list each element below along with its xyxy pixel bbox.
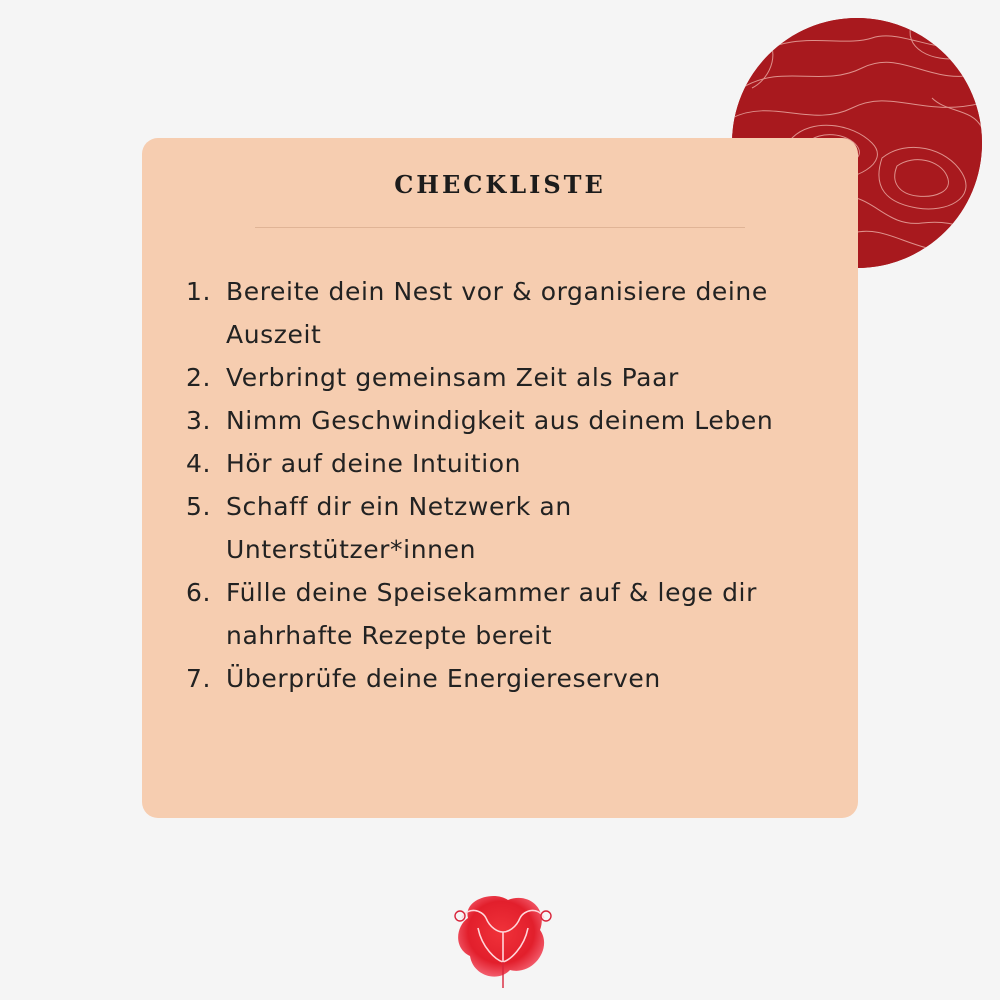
checklist-title: CHECKLISTE [394,170,606,199]
item-text: Überprüfe deine Energiereserven [226,664,661,693]
item-number: 3. [186,406,212,435]
item-number: 1. [186,277,212,306]
item-number: 2. [186,363,212,392]
list-item [186,442,826,485]
item-number: 6. [186,578,212,607]
item-number: 5. [186,492,212,521]
list-item [186,270,826,356]
list-item [186,356,826,399]
item-number: 4. [186,449,212,478]
title-divider [255,227,745,228]
uterus-watercolor-icon [448,888,558,998]
list-item [186,657,826,700]
item-text: Hör auf deine Intuition [226,449,522,478]
item-text: Verbringt gemeinsam Zeit als Paar [226,363,679,392]
list-item [186,571,826,657]
list-item [186,485,826,571]
checklist-list [186,270,826,700]
item-text: Schaff dir ein Netzwerk an Unterstützer*innen [226,492,572,564]
item-text: Nimm Geschwindigkeit aus deinem Leben [226,406,774,435]
list-item [186,399,826,442]
item-text: Bereite dein Nest vor & organisiere deine Auszeit [226,277,768,349]
item-number: 7. [186,664,212,693]
item-text: Fülle deine Speisekammer auf & lege dir nahrhafte Rezepte bereit [226,578,757,650]
